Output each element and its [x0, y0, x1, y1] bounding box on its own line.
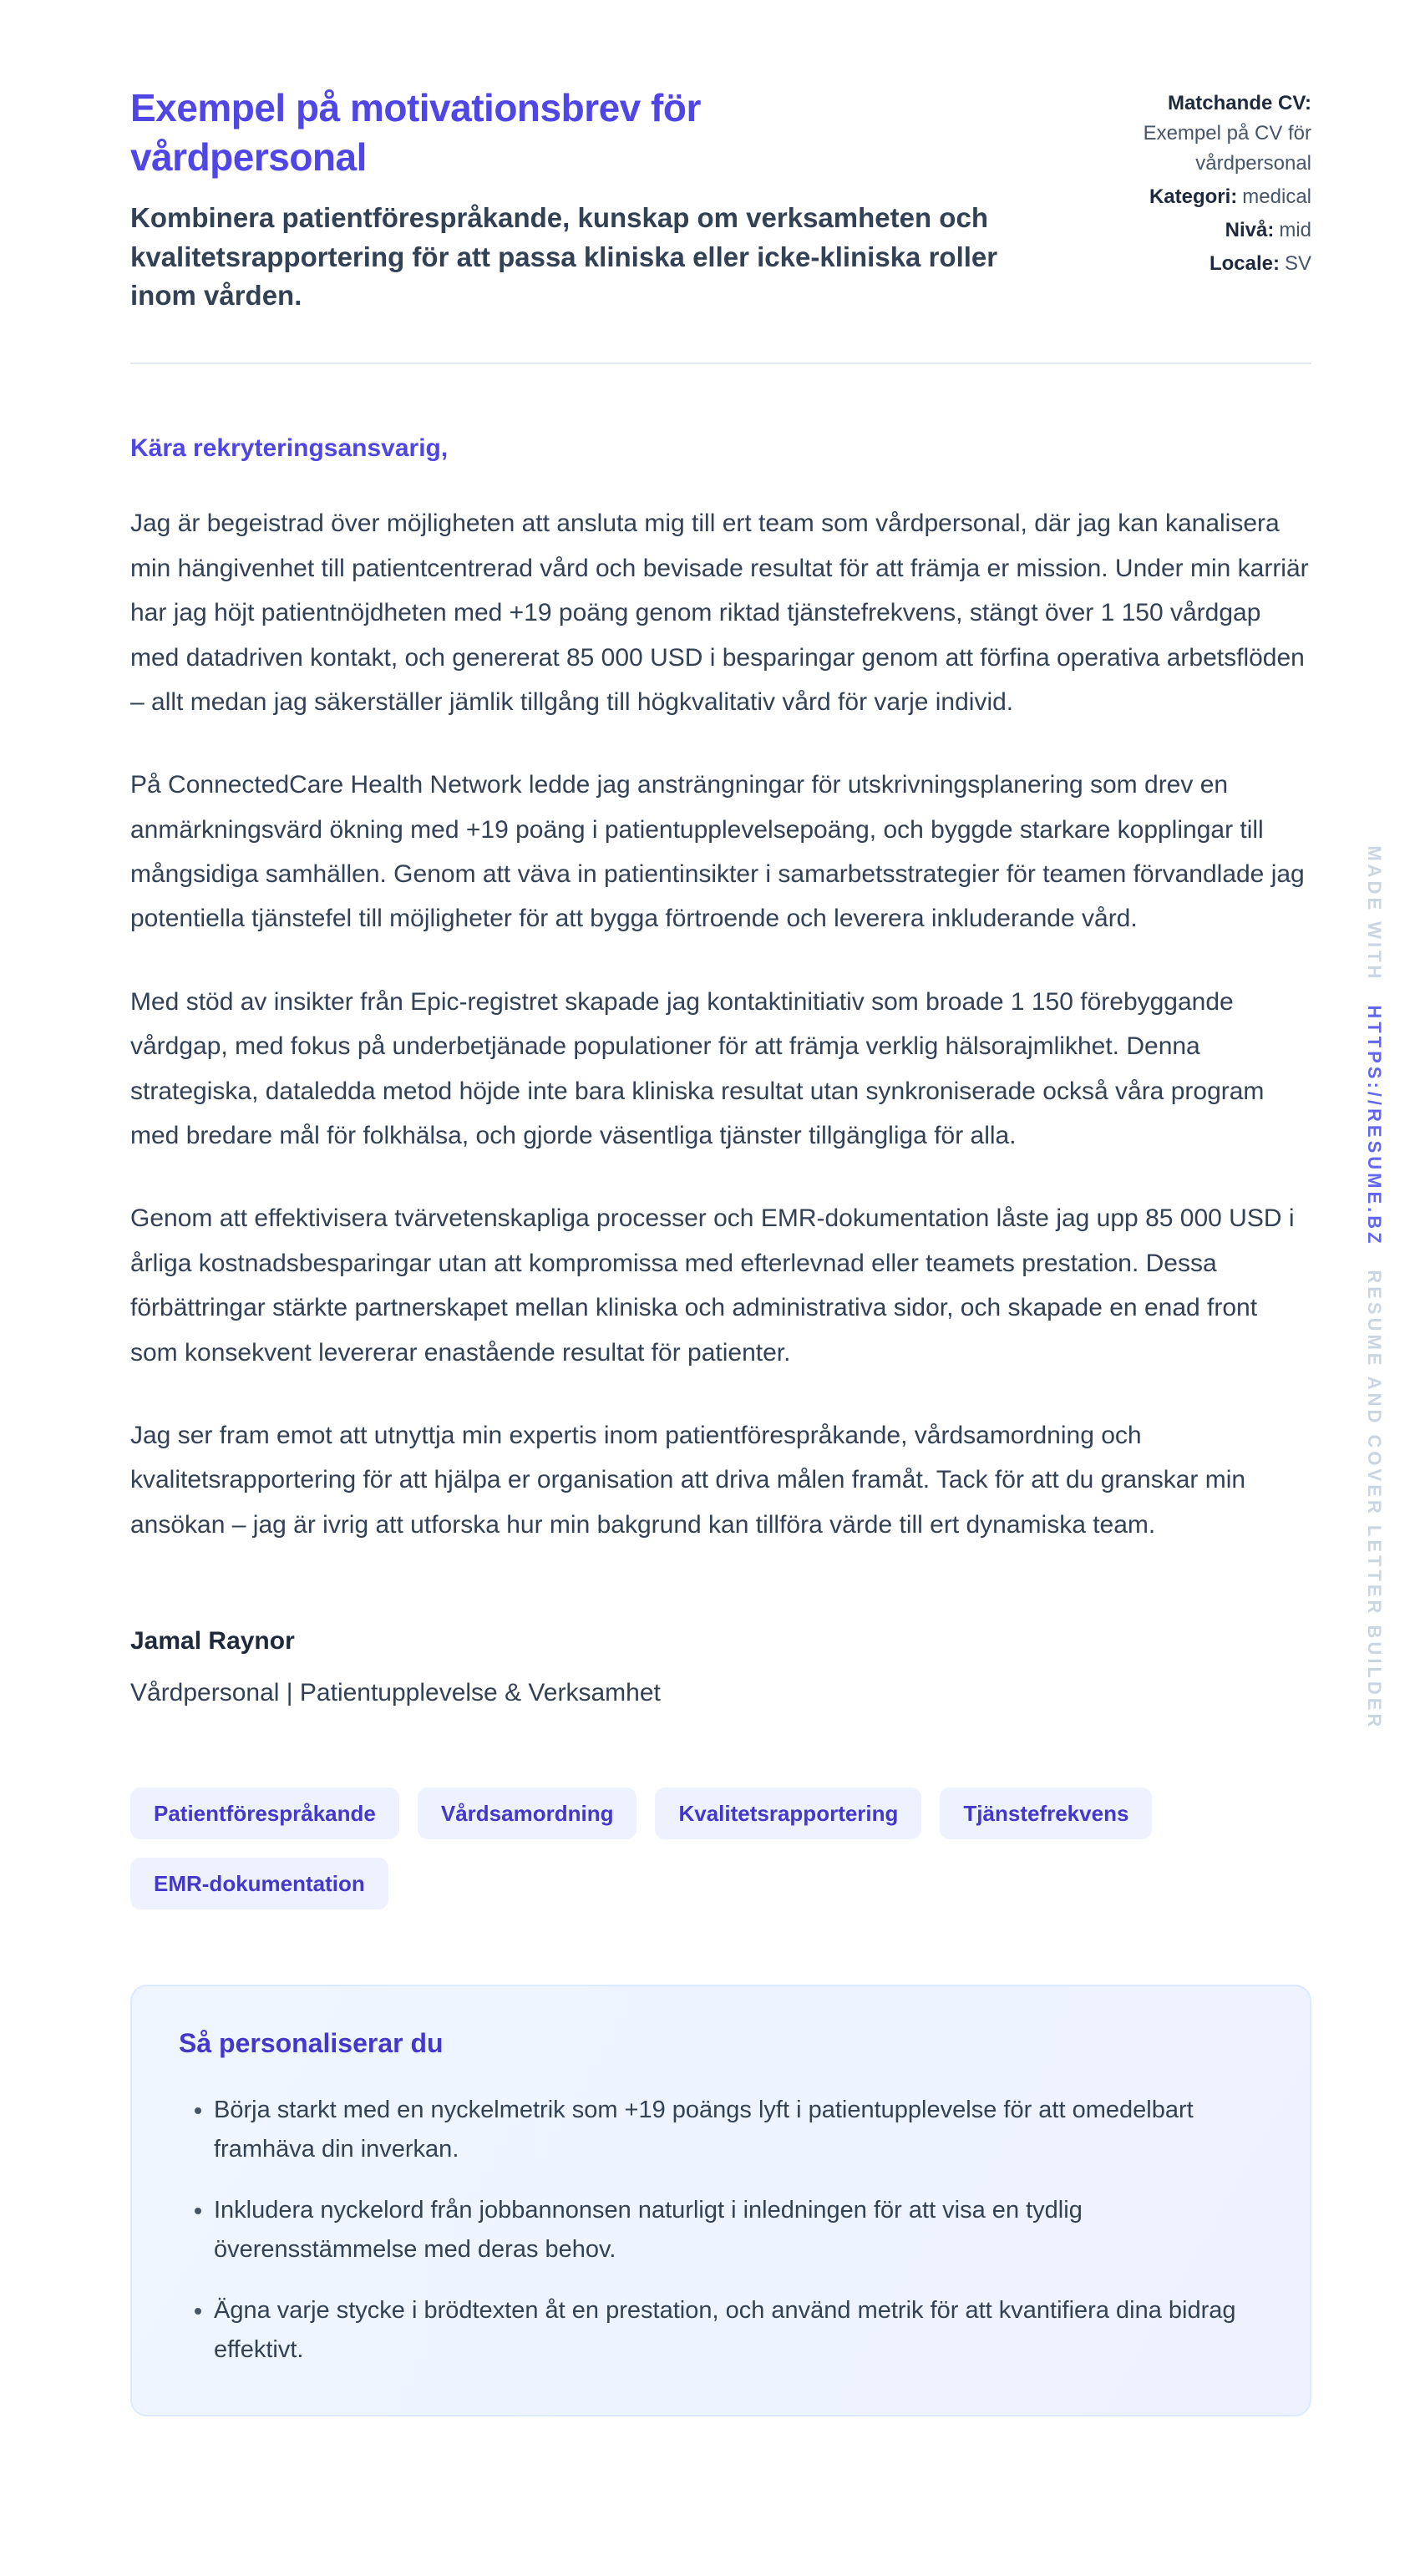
meta-matching-cv: [1101, 89, 1311, 179]
category-label: Kategori:: [1149, 185, 1238, 208]
meta-category: [1101, 182, 1311, 212]
matching-cv-value: Exempel på CV för vårdpersonal: [1143, 122, 1311, 175]
tag-chip: Kvalitetsrapportering: [655, 1787, 921, 1839]
tag-chip: Patientförespråkande: [130, 1787, 399, 1839]
letter-paragraph: På ConnectedCare Health Network ledde jag ansträngningar för utskrivningsplanering som drev en anmärkningsvärd ökning med +19 poäng i patientupplevelsepoäng, och byggde starkare kopplingar till mångsidiga samhällen. Genom att väva in patientinsikter i samarbetsstrategier för teamen förvandlade jag potentiella tjänstefel till möjligheter för att bygga förtroende och leverera inkluderande vård.: [130, 771, 1305, 933]
letter-paragraph: Genom att effektivisera tvärvetenskapliga processer och EMR-dokumentation låste jag upp 85 000 USD i årliga kostnadsbesparingar utan att kompromissa med efterlevnad eller teamets prestation. Dessa förbättringar stärkte partnerskapet mellan kliniska och administrativa sidor, och skapade en enad front som konsekvent levererar enastående resultat för patienter.: [130, 1204, 1295, 1367]
level-label: Nivå:: [1225, 219, 1275, 241]
credit-site-link[interactable]: HTTPS://RESUME.BZ: [1364, 1005, 1385, 1247]
cover-letter-body: [130, 434, 1311, 1707]
vertical-credit: [1363, 845, 1385, 1730]
credit-tagline: RESUME AND COVER LETTER BUILDER: [1364, 1270, 1385, 1731]
signature-name: Jamal Raynor: [130, 1627, 295, 1656]
keyword-tags: [130, 1787, 1216, 1909]
meta-locale: [1101, 249, 1311, 279]
locale-label: Locale:: [1209, 252, 1280, 275]
tag-chip: EMR-dokumentation: [130, 1858, 388, 1909]
signature-role: Vårdpersonal | Patientupplevelse & Verksamhet: [130, 1679, 661, 1707]
header-text-block: [130, 84, 1032, 316]
tips-card-title: Så personaliserar du: [179, 2028, 444, 2059]
locale-value: SV: [1284, 252, 1311, 275]
letter-paragraph: Med stöd av insikter från Epic-registret skapade jag kontaktinitiativ som broade 1 150 förebyggande vårdgap, med fokus på underbetjänade populationer för att främja verklig hälsorajmlikhet. Denna strategiska, dataledda metod höjde inte bara kliniska resultat utan synkroniserade också våra program med bredare mål för folkhälsa, och gjorde väsentliga tjänster tillgängliga för alla.: [130, 987, 1265, 1150]
header-divider: [130, 363, 1311, 364]
tips-list-item: • Inkludera nyckelord från jobbannonsen naturligt i inledningen för att visa en tydlig överensstämmelse med deras behov.: [214, 2191, 1263, 2269]
letter-paragraph: Jag är begeistrad över möjligheten att ansluta mig till ert team som vårdpersonal, där jag kan kanalisera min hängivenhet till patientcentrerad vård och bevisade resultat för att främja er mission. Under min karriär har jag höjt patientnöjdheten med +19 poäng genom riktad tjänstefrekvens, stängt över 1 150 vårdgap med datadriven kontakt, och genererat 85 000 USD i besparingar genom att förfina operativa arbetsflöden – allt medan jag säkerställer jämlik tillgång till högkvalitativ vård för varje individ.: [130, 510, 1309, 716]
category-value: medical: [1242, 185, 1311, 208]
level-value: mid: [1279, 219, 1311, 241]
meta-panel: [1101, 84, 1311, 282]
tips-list-item: • Ägna varje stycke i brödtexten åt en prestation, och använd metrik för att kvantifiera dina bidrag effektivt.: [214, 2291, 1263, 2370]
letter-greeting: Kära rekryteringsansvarig,: [130, 434, 449, 463]
tips-list-item: • Börja starkt med en nyckelmetrik som +19 poängs lyft i patientupplevelse för att omedelbart framhäva din inverkan.: [214, 2091, 1263, 2169]
page-title: Exempel på motivationsbrev för vårdpersonal: [130, 86, 701, 179]
personalization-tips-card: [130, 1985, 1311, 2416]
meta-level: [1101, 216, 1311, 246]
credit-made-with-label: MADE WITH: [1364, 845, 1385, 982]
tag-chip: Tjänstefrekvens: [940, 1787, 1152, 1839]
header: [130, 84, 1311, 316]
letter-paragraph: Jag ser fram emot att utnyttja min expertis inom patientförespråkande, vårdsamordning och kvalitetsrapportering för att hjälpa er organisation att driva målen framåt. Tack för att du granskar min ansökan – jag är ivrig att utforska hur min bakgrund kan tillföra värde till ert dynamiska team.: [130, 1421, 1246, 1539]
tag-chip: Vårdsamordning: [418, 1787, 637, 1839]
tips-list: [179, 2091, 1263, 2370]
page-subtitle: Kombinera patientförespråkande, kunskap om verksamheten och kvalitetsrapportering för att passa kliniska eller icke-kliniska roller inom vården.: [130, 201, 998, 312]
matching-cv-label: Matchande CV:: [1167, 92, 1311, 114]
